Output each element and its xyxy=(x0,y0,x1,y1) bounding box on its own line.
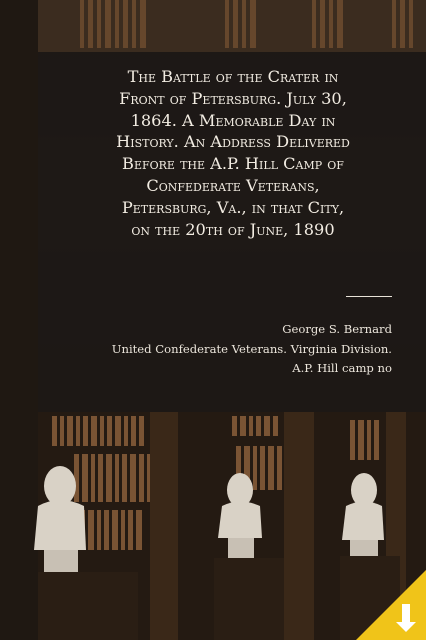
title-divider xyxy=(346,296,392,297)
author-name: George S. Bernard xyxy=(282,322,392,336)
download-arrow-icon[interactable] xyxy=(356,570,426,640)
author-name: A.P. Hill camp no xyxy=(292,361,392,375)
author-list xyxy=(32,320,392,379)
author-name: United Confederate Veterans. Virginia Division. xyxy=(111,341,392,356)
book-title: The Battle of the Crater in Front of Petersburg. July 30, 1864. A Memorable Day in History. An Address Delivered Before the A.P. Hill Camp of Confederate Veterans, Petersburg, Va., in that City, on the 20th of June, 1890 xyxy=(116,67,350,239)
